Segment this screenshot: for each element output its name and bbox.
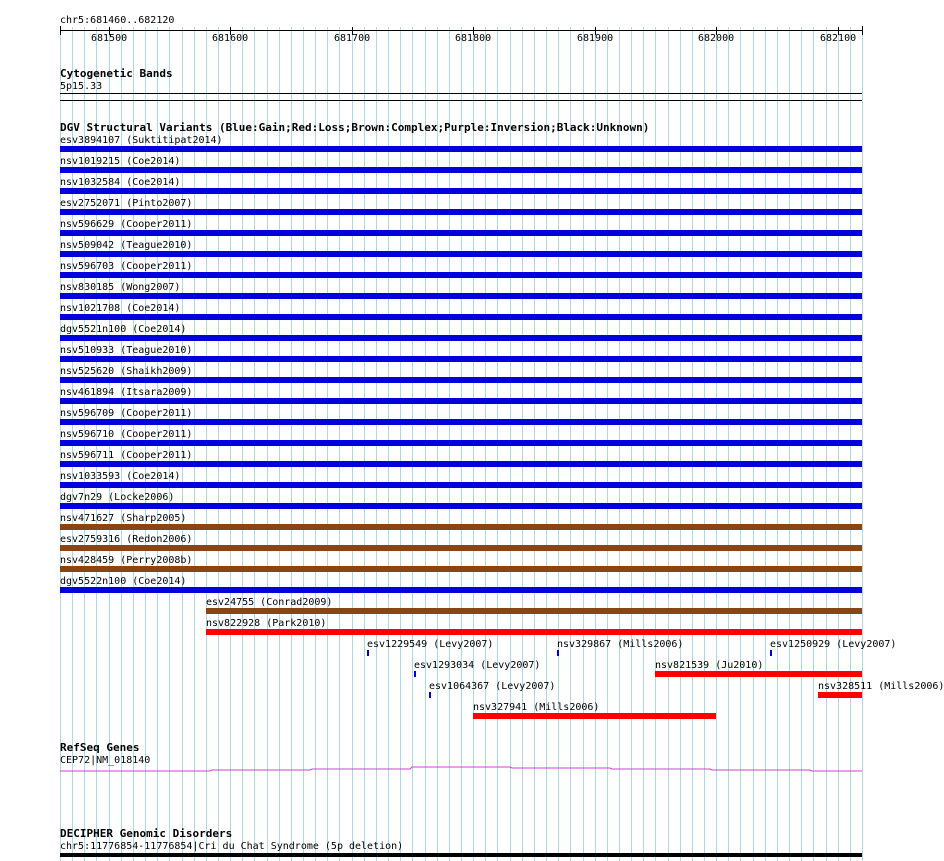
dgv-variant-bar[interactable] [414, 671, 416, 677]
ruler-tick-label: 682100 [820, 33, 857, 44]
ruler-tick-label: 682000 [698, 33, 735, 44]
ruler-tick-label: 681700 [334, 33, 371, 44]
region-label: chr5:681460..682120 [60, 15, 175, 26]
dgv-variant-label[interactable]: nsv830185 (Wong2007) [60, 282, 181, 293]
dgv-variant-bar[interactable] [367, 650, 369, 656]
dgv-variant-bar[interactable] [60, 356, 862, 362]
dgv-variant-bar[interactable] [770, 650, 772, 656]
decipher-bar[interactable] [60, 853, 862, 857]
dgv-variant-label[interactable]: dgv5522n100 (Coe2014) [60, 576, 187, 587]
dgv-variant-bar[interactable] [818, 692, 862, 698]
dgv-variant-label[interactable]: nsv328511 (Mills2006) [818, 681, 944, 692]
dgv-variant-label[interactable]: esv1064367 (Levy2007) [429, 681, 556, 692]
ruler-end-tick [60, 26, 61, 35]
ruler-tick-label: 681600 [212, 33, 249, 44]
dgv-variant-label[interactable]: nsv596703 (Cooper2011) [60, 261, 193, 272]
dgv-variant-bar[interactable] [60, 188, 862, 194]
dgv-variant-bar[interactable] [60, 293, 862, 299]
decipher-title: DECIPHER Genomic Disorders [60, 827, 233, 840]
dgv-variant-label[interactable]: nsv822928 (Park2010) [206, 618, 327, 629]
dgv-variant-label[interactable]: nsv596710 (Cooper2011) [60, 429, 193, 440]
dgv-variant-bar[interactable] [206, 608, 862, 614]
dgv-variant-label[interactable]: esv24755 (Conrad2009) [206, 597, 333, 608]
dgv-variant-label[interactable]: nsv510933 (Teague2010) [60, 345, 193, 356]
dgv-variant-label[interactable]: nsv329867 (Mills2006) [557, 639, 684, 650]
dgv-variant-bar[interactable] [655, 671, 862, 677]
refseq-title: RefSeq Genes [60, 741, 140, 754]
dgv-variant-bar[interactable] [60, 461, 862, 467]
dgv-variant-bar[interactable] [60, 587, 862, 593]
dgv-variant-bar[interactable] [60, 524, 862, 530]
dgv-variant-label[interactable]: esv2752071 (Pinto2007) [60, 198, 193, 209]
dgv-variant-label[interactable]: nsv1021708 (Coe2014) [60, 303, 181, 314]
decipher-item-label[interactable]: chr5:11776854-11776854|Cri du Chat Syndrome (5p deletion) [60, 841, 404, 852]
dgv-variant-label[interactable]: nsv1033593 (Coe2014) [60, 471, 181, 482]
dgv-variant-label[interactable]: dgv7n29 (Locke2006) [60, 492, 175, 503]
dgv-variant-label[interactable]: nsv1019215 (Coe2014) [60, 156, 181, 167]
refseq-gene-line[interactable] [0, 760, 890, 780]
dgv-variant-bar[interactable] [60, 230, 862, 236]
dgv-variant-label[interactable]: esv1229549 (Levy2007) [367, 639, 494, 650]
dgv-variant-label[interactable]: nsv471627 (Sharp2005) [60, 513, 187, 524]
dgv-variant-label[interactable]: dgv5521n100 (Coe2014) [60, 324, 187, 335]
dgv-variant-label[interactable]: nsv1032584 (Coe2014) [60, 177, 181, 188]
dgv-variant-bar[interactable] [60, 566, 862, 572]
ruler-tick-label: 681800 [455, 33, 492, 44]
ruler-tick-label: 681900 [577, 33, 614, 44]
dgv-title: DGV Structural Variants (Blue:Gain;Red:Loss;Brown:Complex;Purple:Inversion;Black:Unknown) [60, 121, 650, 134]
dgv-variant-bar[interactable] [60, 314, 862, 320]
dgv-variant-bar[interactable] [60, 482, 862, 488]
dgv-variant-bar[interactable] [473, 713, 716, 719]
dgv-variant-label[interactable]: nsv596711 (Cooper2011) [60, 450, 193, 461]
cytoband-label[interactable]: 5p15.33 [60, 81, 103, 92]
dgv-variant-bar[interactable] [60, 272, 862, 278]
dgv-variant-bar[interactable] [557, 650, 559, 656]
dgv-variant-bar[interactable] [60, 146, 862, 152]
grid-line [862, 27, 863, 861]
dgv-variant-bar[interactable] [60, 167, 862, 173]
dgv-variant-label[interactable]: esv1250929 (Levy2007) [770, 639, 897, 650]
cytoband-line-top [60, 93, 862, 94]
dgv-variant-label[interactable]: nsv461894 (Itsara2009) [60, 387, 193, 398]
dgv-variant-bar[interactable] [60, 335, 862, 341]
refseq-gene-label[interactable]: CEP72|NM_018140 [60, 755, 151, 766]
ruler-end-tick [862, 26, 863, 35]
cytoband-line-bottom [60, 100, 862, 101]
cytobands-title: Cytogenetic Bands [60, 67, 173, 80]
dgv-variant-bar[interactable] [60, 545, 862, 551]
dgv-variant-label[interactable]: nsv596709 (Cooper2011) [60, 408, 193, 419]
dgv-variant-label[interactable]: esv3894107 (Suktitipat2014) [60, 135, 223, 146]
dgv-variant-label[interactable]: nsv509042 (Teague2010) [60, 240, 193, 251]
ruler-tick-label: 681500 [91, 33, 128, 44]
dgv-variant-label[interactable]: nsv596629 (Cooper2011) [60, 219, 193, 230]
dgv-variant-bar[interactable] [60, 398, 862, 404]
dgv-variant-label[interactable]: esv1293034 (Levy2007) [414, 660, 541, 671]
dgv-variant-bar[interactable] [60, 209, 862, 215]
dgv-variant-label[interactable]: nsv821539 (Ju2010) [655, 660, 764, 671]
dgv-variant-bar[interactable] [60, 440, 862, 446]
dgv-variant-label[interactable]: esv2759316 (Redon2006) [60, 534, 193, 545]
dgv-variant-label[interactable]: nsv525620 (Shaikh2009) [60, 366, 193, 377]
dgv-variant-label[interactable]: nsv327941 (Mills2006) [473, 702, 600, 713]
dgv-variant-bar[interactable] [60, 419, 862, 425]
ruler-axis [60, 30, 862, 31]
dgv-variant-bar[interactable] [60, 503, 862, 509]
dgv-variant-bar[interactable] [60, 251, 862, 257]
dgv-variant-label[interactable]: nsv428459 (Perry2008b) [60, 555, 193, 566]
dgv-variant-bar[interactable] [206, 629, 862, 635]
dgv-variant-bar[interactable] [429, 692, 431, 698]
dgv-variant-bar[interactable] [60, 377, 862, 383]
